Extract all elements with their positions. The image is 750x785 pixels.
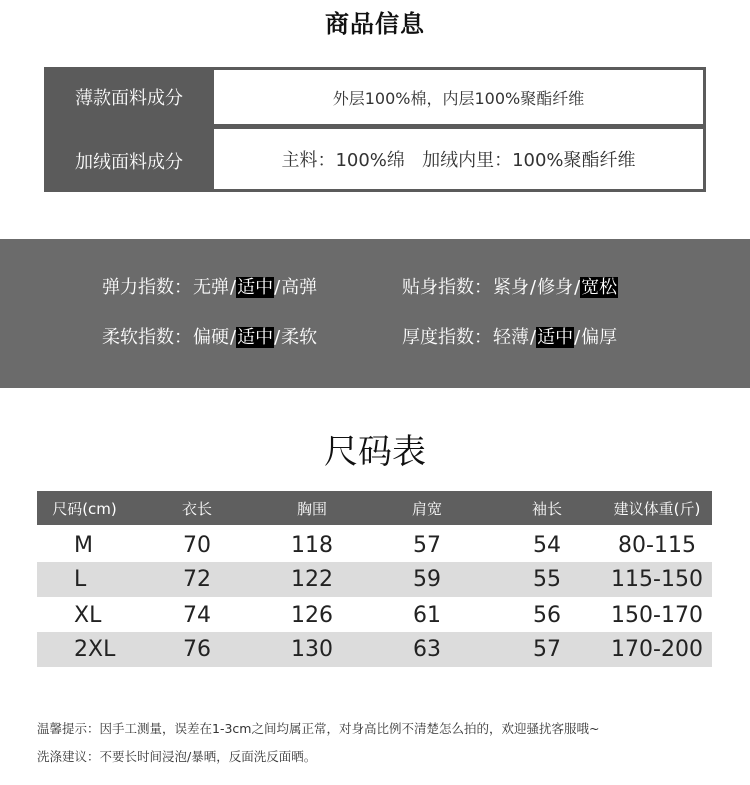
index-option: 修身 (537, 277, 574, 298)
shoulder-cell: 59 (413, 567, 441, 592)
column-header: 袖长 (531, 499, 562, 518)
index-option: 偏硬 (193, 327, 229, 348)
sleeve-cell: 54 (533, 533, 561, 558)
size-cell: M (74, 533, 93, 558)
index-label: 柔软指数： (102, 327, 192, 348)
length-cell: 76 (183, 637, 211, 662)
index-label: 厚度指数： (402, 327, 492, 348)
size-chart-title: 尺码表 (324, 432, 426, 472)
index-separator: / (530, 277, 537, 298)
table-row (37, 598, 712, 633)
index-option-selected: 适中 (237, 277, 274, 298)
index-option: 柔软 (281, 327, 318, 348)
elasticity-index (102, 275, 318, 301)
table-row (37, 632, 712, 667)
column-header: 胸围 (296, 499, 327, 518)
index-separator: / (230, 327, 237, 348)
softness-index (102, 325, 318, 351)
length-cell: 72 (183, 567, 211, 592)
weight-cell: 170-200 (611, 637, 703, 662)
sleeve-cell: 57 (533, 637, 561, 662)
washing-advice: 洗涤建议：不要长时间浸泡/暴晒，反面洗反面晒。 (37, 749, 317, 764)
sleeve-cell: 55 (533, 567, 561, 592)
measurement-tip: 温馨提示：因手工测量，误差在1-3cm之间均属正常，对身高比例不清楚怎么拍的，欢迎骚扰客服哦~ (37, 721, 600, 736)
index-option: 轻薄 (493, 327, 529, 348)
column-header: 尺码(cm) (52, 499, 117, 518)
column-header: 肩宽 (411, 499, 442, 518)
size-cell: XL (74, 603, 102, 628)
fabric-label: 薄款面料成分 (75, 88, 183, 109)
chest-cell: 126 (291, 603, 333, 628)
length-cell: 74 (183, 603, 211, 628)
index-separator: / (274, 277, 281, 298)
fabric-info-box (44, 67, 706, 192)
chest-cell: 130 (291, 637, 333, 662)
weight-cell: 115-150 (611, 567, 703, 592)
table-row (37, 528, 712, 563)
index-option: 无弹 (193, 277, 229, 298)
index-separator: / (274, 327, 281, 348)
weight-cell: 80-115 (618, 533, 696, 558)
shoulder-cell: 57 (413, 533, 441, 558)
fabric-value: 外层100%棉，内层100%聚酯纤维 (214, 70, 703, 124)
index-separator: / (574, 277, 581, 298)
product-info-title: 商品信息 (325, 10, 425, 38)
index-label: 弹力指数： (102, 277, 192, 298)
index-option: 偏厚 (581, 327, 618, 348)
thickness-index (402, 325, 618, 351)
index-option: 紧身 (493, 277, 529, 298)
shoulder-cell: 61 (413, 603, 441, 628)
sleeve-cell: 56 (533, 603, 561, 628)
fabric-label: 加绒面料成分 (75, 151, 183, 173)
weight-cell: 150-170 (611, 603, 703, 628)
size-table-header (37, 491, 712, 525)
size-cell: L (74, 567, 87, 592)
chest-cell: 118 (291, 533, 333, 558)
fit-index (402, 275, 618, 301)
fabric-row-fleece (44, 129, 706, 192)
index-option-selected: 适中 (537, 327, 574, 348)
shoulder-cell: 63 (413, 637, 441, 662)
index-option-selected: 宽松 (581, 277, 618, 298)
index-label: 贴身指数： (402, 277, 492, 298)
index-band (0, 239, 750, 388)
fabric-value: 主料：100%绵 加绒内里：100%聚酯纤维 (214, 129, 703, 189)
column-header: 衣长 (181, 499, 212, 518)
index-separator: / (574, 327, 581, 348)
index-option: 高弹 (281, 277, 318, 298)
column-header: 建议体重(斤) (613, 499, 701, 518)
index-separator: / (230, 277, 237, 298)
table-row (37, 562, 712, 597)
fabric-row-thin (44, 67, 706, 127)
index-option-selected: 适中 (237, 327, 274, 348)
chest-cell: 122 (291, 567, 333, 592)
size-cell: 2XL (74, 637, 116, 662)
length-cell: 70 (183, 533, 211, 558)
index-separator: / (530, 327, 537, 348)
